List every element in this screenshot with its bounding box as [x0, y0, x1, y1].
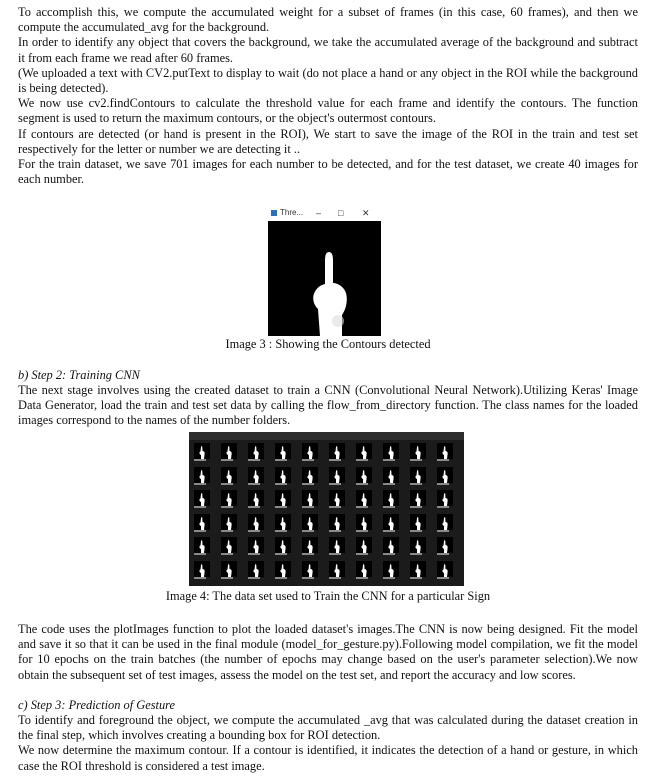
dataset-thumbnail: [409, 514, 427, 534]
thumbnail-label: [410, 483, 422, 485]
hand-thumbnail-graphic: [329, 537, 345, 553]
window-title: Thre...: [280, 208, 304, 217]
thumbnail-label: [275, 553, 287, 555]
thumbnail-image: [221, 537, 237, 553]
thumbnail-image: [275, 561, 291, 577]
maximize-icon: □: [338, 208, 344, 218]
thumbnail-label: [410, 506, 422, 508]
thumbnail-label: [248, 553, 260, 555]
dataset-thumbnail: [301, 561, 319, 581]
thumbnail-image: [248, 514, 264, 530]
hand-thumbnail-graphic: [194, 490, 210, 506]
thumbnail-label: [383, 577, 395, 579]
dataset-thumbnail: [220, 443, 238, 463]
hand-thumbnail-graphic: [356, 443, 372, 459]
section-c-body: [18, 713, 638, 774]
thumbnail-image: [329, 537, 345, 553]
hand-thumbnail-graphic: [221, 490, 237, 506]
thumbnail-label: [194, 459, 206, 461]
thumbnail-image: [275, 537, 291, 553]
dataset-thumbnail: [409, 467, 427, 487]
thumbnail-image: [329, 514, 345, 530]
thumbnail-label: [383, 459, 395, 461]
thumbnail-image: [410, 537, 426, 553]
hand-thumbnail-graphic: [275, 467, 291, 483]
thumbnail-image: [410, 443, 426, 459]
thumbnail-label: [302, 577, 314, 579]
thumbnail-label: [194, 530, 206, 532]
thumbnail-label: [410, 459, 422, 461]
hand-thumbnail-graphic: [437, 561, 453, 577]
hand-thumbnail-graphic: [248, 561, 264, 577]
dataset-thumbnail: [328, 490, 346, 510]
figure1-caption: Image 3 : Showing the Contours detected: [225, 337, 431, 351]
dataset-thumbnail: [301, 443, 319, 463]
hand-thumbnail-graphic: [410, 490, 426, 506]
thumbnail-image: [194, 537, 210, 553]
hand-thumbnail-graphic: [329, 514, 345, 530]
thumbnail-image: [275, 467, 291, 483]
thumbnail-label: [383, 553, 395, 555]
thumbnail-image: [329, 443, 345, 459]
thumbnail-label: [275, 459, 287, 461]
dataset-thumbnail: [355, 561, 373, 581]
paragraph: To identify and foreground the object, we compute the accumulated _avg that was calculated during the dataset creation in the final step, which involves creating a bounding box for ROI detection.: [18, 713, 638, 743]
dataset-thumbnail: [355, 490, 373, 510]
dataset-thumbnail: [436, 443, 454, 463]
dataset-thumbnail: [436, 467, 454, 487]
dataset-thumbnail: [355, 467, 373, 487]
paragraph: In order to identify any object that covers the background, we take the accumulated average of the background and subtract it from each frame we read after 60 frames.: [18, 35, 638, 65]
hand-thumbnail-graphic: [410, 537, 426, 553]
dataset-thumbnail: [409, 561, 427, 581]
hand-thumbnail-graphic: [194, 467, 210, 483]
thumbnail-label: [248, 530, 260, 532]
thumbnail-label: [437, 553, 449, 555]
hand-thumbnail-graphic: [437, 514, 453, 530]
hand-thumbnail-graphic: [194, 537, 210, 553]
dataset-thumbnail: [220, 490, 238, 510]
thumbnail-image: [194, 561, 210, 577]
hand-thumbnail-graphic: [356, 467, 372, 483]
thumbnail-label: [302, 459, 314, 461]
hand-thumbnail-graphic: [275, 514, 291, 530]
hand-thumbnail-graphic: [410, 561, 426, 577]
section-c-heading: c) Step 3: Prediction of Gesture: [18, 698, 176, 712]
hand-thumbnail-graphic: [302, 537, 318, 553]
thumbnail-image: [194, 514, 210, 530]
dataset-thumbnail: [301, 490, 319, 510]
thumbnail-label: [221, 577, 233, 579]
thumbnail-image: [437, 561, 453, 577]
hand-thumbnail-graphic: [383, 467, 399, 483]
thumbnail-image: [275, 443, 291, 459]
viewer-toolbar: [189, 432, 464, 440]
section-b-heading: b) Step 2: Training CNN: [18, 368, 140, 382]
thumbnail-label: [221, 530, 233, 532]
thumbnail-image: [221, 514, 237, 530]
close-icon: ✕: [362, 208, 370, 218]
thumbnail-label: [383, 530, 395, 532]
thumbnail-image: [221, 490, 237, 506]
hand-thumbnail-graphic: [383, 443, 399, 459]
dataset-thumbnail: [382, 490, 400, 510]
thumbnail-label: [383, 506, 395, 508]
thumbnail-image: [383, 514, 399, 530]
hand-thumbnail-graphic: [248, 490, 264, 506]
hand-thumbnail-graphic: [410, 514, 426, 530]
dataset-thumbnail: [274, 561, 292, 581]
thumbnail-label: [221, 483, 233, 485]
hand-thumbnail-graphic: [383, 514, 399, 530]
dataset-thumbnail: [274, 443, 292, 463]
dataset-thumbnail: [220, 537, 238, 557]
paragraph: (We uploaded a text with CV2.putText to display to wait (do not place a hand or any object in the ROI while the background is being detected).: [18, 65, 638, 96]
dataset-thumbnail: [193, 537, 211, 557]
hand-thumbnail-graphic: [194, 443, 210, 459]
thumbnail-label: [356, 506, 368, 508]
dataset-thumbnail: [301, 514, 319, 534]
thumbnail-image: [383, 490, 399, 506]
dataset-thumbnail: [355, 514, 373, 534]
dataset-thumbnail: [247, 537, 265, 557]
thumbnail-label: [410, 577, 422, 579]
thumbnail-image: [329, 561, 345, 577]
dataset-thumbnail: [328, 537, 346, 557]
dataset-thumbnail: [382, 443, 400, 463]
thumbnail-image: [248, 537, 264, 553]
hand-contour-graphic: [268, 221, 381, 336]
dataset-thumbnail: [436, 561, 454, 581]
thumbnail-label: [356, 459, 368, 461]
dataset-thumbnail: [382, 537, 400, 557]
thumbnail-image: [329, 490, 345, 506]
thumbnail-image: [248, 467, 264, 483]
thumbnail-image: [437, 443, 453, 459]
thumbnail-label: [194, 483, 206, 485]
hand-thumbnail-graphic: [329, 443, 345, 459]
hand-thumbnail-graphic: [356, 537, 372, 553]
section-b-body: The next stage involves using the created dataset to train a CNN (Convolutional Neural Network).Utilizing Keras' Image Data Generator, load the train and test set data by calling the flow_from_directory function. The class names for the loaded images correspond to the names of the number folders.: [18, 383, 638, 428]
thumbnail-image: [437, 514, 453, 530]
thumbnail-image: [437, 490, 453, 506]
thumbnail-label: [356, 577, 368, 579]
thumbnail-label: [194, 577, 206, 579]
dataset-thumbnail: [247, 490, 265, 510]
thumbnail-label: [248, 459, 260, 461]
thumbnail-label: [329, 530, 341, 532]
hand-thumbnail-graphic: [221, 443, 237, 459]
thumbnail-label: [356, 483, 368, 485]
training-paragraph: The code uses the plotImages function to plot the loaded dataset's images.The CNN is now being designed. Fit the model and save it so that it can be used in the final module (model_for_gesture.py).Following model compilation, we fit the model for 10 epochs on the train batches (the number of epochs may change based on the user's parameter selection).We now obtain the subsequent set of test images, assess the model on the test set, and report the accuracy and low scores.: [18, 622, 638, 682]
figure2-caption: Image 4: The data set used to Train the CNN for a particular Sign: [165, 589, 491, 603]
thumbnail-label: [437, 459, 449, 461]
thumbnail-label: [329, 506, 341, 508]
thumbnail-label: [437, 506, 449, 508]
dataset-thumbnail: [247, 443, 265, 463]
thumbnail-image: [356, 537, 372, 553]
thumbnail-image: [437, 537, 453, 553]
dataset-thumbnail: [436, 490, 454, 510]
thumbnail-label: [275, 530, 287, 532]
dataset-thumbnail: [301, 467, 319, 487]
hand-thumbnail-graphic: [383, 561, 399, 577]
thumbnail-label: [383, 483, 395, 485]
thumbnail-image: [221, 467, 237, 483]
hand-thumbnail-graphic: [302, 467, 318, 483]
thumbnail-label: [410, 530, 422, 532]
dataset-thumbnail: [382, 561, 400, 581]
hand-thumbnail-graphic: [410, 443, 426, 459]
thumbnail-label: [356, 530, 368, 532]
dataset-thumbnail: [409, 490, 427, 510]
paragraph: We now determine the maximum contour. If a contour is identified, it indicates the detection of a hand or gesture, in which case the ROI threshold is considered a test image.: [18, 743, 638, 773]
thumbnail-label: [302, 483, 314, 485]
thumbnail-label: [221, 506, 233, 508]
thumbnail-image: [275, 490, 291, 506]
dataset-thumbnail: [274, 490, 292, 510]
dataset-thumbnail: [220, 561, 238, 581]
hand-thumbnail-graphic: [221, 537, 237, 553]
thumbnail-label: [302, 506, 314, 508]
dataset-thumbnail: [328, 467, 346, 487]
hand-thumbnail-graphic: [437, 490, 453, 506]
thumbnail-image: [302, 467, 318, 483]
hand-thumbnail-graphic: [329, 467, 345, 483]
thumbnail-image: [194, 443, 210, 459]
dataset-thumbnail: [328, 561, 346, 581]
hand-thumbnail-graphic: [248, 467, 264, 483]
hand-thumbnail-graphic: [275, 443, 291, 459]
thumbnail-image: [383, 561, 399, 577]
thumbnail-label: [194, 553, 206, 555]
dataset-thumbnail: [220, 467, 238, 487]
thumbnail-image: [356, 561, 372, 577]
dataset-thumbnail: [328, 514, 346, 534]
hand-thumbnail-graphic: [356, 514, 372, 530]
dataset-thumbnail: [193, 514, 211, 534]
thumbnail-image: [221, 443, 237, 459]
dataset-thumbnail: [382, 467, 400, 487]
hand-thumbnail-graphic: [302, 561, 318, 577]
thumbnail-label: [437, 577, 449, 579]
thumbnail-label: [302, 553, 314, 555]
hand-thumbnail-graphic: [221, 467, 237, 483]
dataset-thumbnail: [193, 443, 211, 463]
dataset-thumbnail: [301, 537, 319, 557]
thumbnail-image: [437, 467, 453, 483]
dataset-thumbnail: [382, 514, 400, 534]
paragraph: We now use cv2.findContours to calculate the threshold value for each frame and identify the contours. The function segment is used to return the maximum contours, or the object's outermost contours.: [18, 96, 638, 126]
paragraph: If contours are detected (or hand is present in the ROI), We start to save the image of the ROI in the train and test set respectively for the letter or number we are detecting it ..: [18, 126, 638, 156]
thumbnail-image: [302, 514, 318, 530]
thumbnail-image: [194, 490, 210, 506]
thumbnail-image: [302, 561, 318, 577]
thumbnail-image: [383, 537, 399, 553]
thumbnail-label: [329, 577, 341, 579]
thumbnail-image: [383, 443, 399, 459]
hand-thumbnail-graphic: [221, 561, 237, 577]
hand-thumbnail-graphic: [275, 537, 291, 553]
thumbnail-image: [248, 561, 264, 577]
thumbnail-label: [329, 483, 341, 485]
dataset-thumbnail: [274, 537, 292, 557]
thumbnail-label: [248, 506, 260, 508]
hand-thumbnail-graphic: [329, 561, 345, 577]
thumbnail-label: [437, 483, 449, 485]
thumbnail-label: [194, 506, 206, 508]
thumbnail-label: [221, 553, 233, 555]
hand-thumbnail-graphic: [410, 467, 426, 483]
thumbnail-image: [356, 467, 372, 483]
thumbnail-image: [356, 443, 372, 459]
thumbnail-image: [410, 467, 426, 483]
thumbnail-label: [275, 577, 287, 579]
thumbnail-label: [275, 506, 287, 508]
hand-thumbnail-graphic: [383, 537, 399, 553]
hand-thumbnail-graphic: [248, 537, 264, 553]
thumbnail-image: [248, 490, 264, 506]
thumbnail-image: [194, 467, 210, 483]
dataset-thumbnail: [355, 537, 373, 557]
thumbnail-label: [248, 577, 260, 579]
thumbnail-label: [275, 483, 287, 485]
app-icon: [271, 210, 277, 216]
thumbnail-label: [437, 530, 449, 532]
thumbnail-image: [410, 561, 426, 577]
thumbnail-label: [410, 553, 422, 555]
hand-thumbnail-graphic: [437, 443, 453, 459]
hand-thumbnail-graphic: [275, 561, 291, 577]
thumbnail-image: [329, 467, 345, 483]
thumbnail-image: [302, 490, 318, 506]
hand-thumbnail-graphic: [356, 561, 372, 577]
paragraph: For the train dataset, we save 701 images for each number to be detected, and for the test dataset, we create 40 images for each number.: [18, 157, 638, 187]
hand-thumbnail-graphic: [383, 490, 399, 506]
thumbnail-label: [329, 553, 341, 555]
thumbnail-label: [329, 459, 341, 461]
hand-thumbnail-graphic: [221, 514, 237, 530]
dataset-thumbnail: [193, 490, 211, 510]
dataset-thumbnail: [409, 443, 427, 463]
hand-thumbnail-graphic: [437, 467, 453, 483]
paragraph: To accomplish this, we compute the accumulated weight for a subset of frames (in this case, 60 frames), and then we compute the accumulated_avg for the background.: [18, 5, 638, 35]
hand-thumbnail-graphic: [248, 514, 264, 530]
thumbnail-image: [248, 443, 264, 459]
hand-thumbnail-graphic: [194, 514, 210, 530]
dataset-thumbnail: [328, 443, 346, 463]
hand-thumbnail-graphic: [302, 490, 318, 506]
hand-thumbnail-graphic: [329, 490, 345, 506]
dataset-thumbnail: [247, 467, 265, 487]
thumbnail-image: [275, 514, 291, 530]
dataset-thumbnail: [274, 514, 292, 534]
dataset-thumbnail: [247, 514, 265, 534]
hand-thumbnail-graphic: [356, 490, 372, 506]
hand-thumbnail-graphic: [194, 561, 210, 577]
dataset-thumbnail: [274, 467, 292, 487]
hand-thumbnail-graphic: [248, 443, 264, 459]
thumbnail-image: [383, 467, 399, 483]
contour-window-image: [268, 205, 381, 336]
thumbnail-label: [356, 553, 368, 555]
dataset-thumbnail: [193, 467, 211, 487]
thumbnail-image: [356, 490, 372, 506]
thumbnail-image: [356, 514, 372, 530]
dataset-grid-image: [189, 432, 464, 586]
thumbnail-label: [302, 530, 314, 532]
dataset-thumbnail: [355, 443, 373, 463]
intro-text: [18, 5, 638, 187]
dataset-thumbnail: [220, 514, 238, 534]
minimize-icon: –: [316, 208, 322, 218]
thumbnail-image: [410, 490, 426, 506]
thumbnail-image: [302, 443, 318, 459]
dataset-thumbnail: [247, 561, 265, 581]
hand-thumbnail-graphic: [437, 537, 453, 553]
hand-thumbnail-graphic: [275, 490, 291, 506]
dataset-thumbnail: [436, 514, 454, 534]
thumbnail-image: [302, 537, 318, 553]
thumbnail-label: [248, 483, 260, 485]
thumbnail-image: [221, 561, 237, 577]
hand-thumbnail-graphic: [302, 443, 318, 459]
thumbnail-label: [221, 459, 233, 461]
dataset-thumbnail: [193, 561, 211, 581]
dataset-thumbnail: [409, 537, 427, 557]
hand-thumbnail-graphic: [302, 514, 318, 530]
dataset-thumbnail: [436, 537, 454, 557]
window-titlebar: [268, 205, 381, 221]
thumbnail-image: [410, 514, 426, 530]
